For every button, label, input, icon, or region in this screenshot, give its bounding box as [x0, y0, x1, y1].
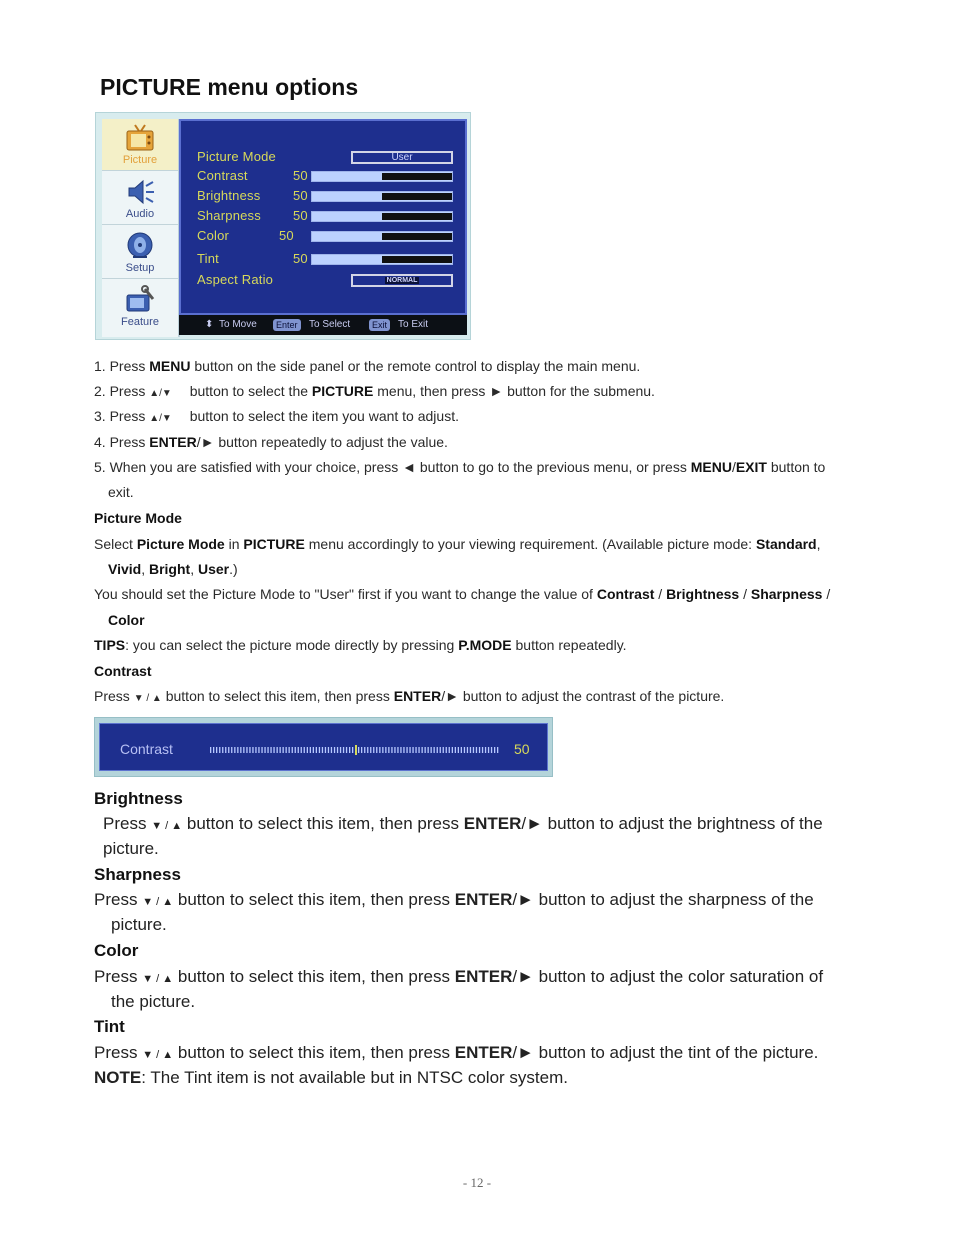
osd-sidebar-item-feature	[102, 281, 178, 333]
speaker-icon	[123, 177, 157, 207]
osd-sidebar-label: Audio	[125, 208, 155, 220]
osd-row-value: 50	[293, 168, 308, 183]
sharpness-description: Press ▼ / ▲ button to select this item, then press ENTER/► button to adjust the sharpness of the	[94, 890, 814, 909]
sharpness-description-cont: picture.	[111, 915, 167, 934]
osd-row-label: Tint	[197, 251, 219, 266]
picture-mode-heading: Picture Mode	[94, 510, 182, 526]
enter-key-icon: Enter	[273, 319, 301, 331]
osd-footer-hints	[179, 315, 467, 335]
brightness-description: Press ▼ / ▲ button to select this item, then press ENTER/► button to adjust the brightness of the	[103, 814, 823, 833]
contrast-slider-screenshot	[94, 717, 553, 777]
down-up-arrows-icon: ▼ / ▲	[133, 693, 162, 704]
osd-row-value: 50	[293, 251, 308, 266]
step-4: 4. Press ENTER/► button repeatedly to adjust the value.	[94, 434, 448, 450]
step-1: 1. Press MENU button on the side panel or the remote control to display the main menu.	[94, 358, 641, 374]
contrast-slider-ticks	[210, 745, 500, 755]
osd-sidebar-item-picture	[102, 119, 178, 171]
osd-row-brightness	[197, 188, 308, 203]
tips-line: TIPS: you can select the picture mode directly by pressing P.MODE button repeatedly.	[94, 637, 627, 653]
contrast-heading: Contrast	[94, 663, 152, 679]
picture-mode-line-4: Color	[108, 612, 145, 628]
down-up-arrows-icon: ▼ / ▲	[142, 973, 174, 985]
up-down-arrow-icon: ⬍	[205, 319, 214, 330]
picture-menu-screenshot	[95, 112, 471, 340]
osd-slider-sharpness	[311, 211, 453, 222]
picture-mode-line-1: Select Picture Mode in PICTURE menu accordingly to your viewing requirement. (Available picture mode: Standard,	[94, 536, 821, 552]
osd-sidebar-item-audio	[102, 173, 178, 225]
osd-slider-contrast	[311, 171, 453, 182]
tint-description: Press ▼ / ▲ button to select this item, then press ENTER/► button to adjust the tint of the picture.	[94, 1043, 819, 1062]
osd-row-value: 50	[279, 228, 294, 243]
contrast-slider-label: Contrast	[120, 741, 173, 757]
step-5: 5. When you are satisfied with your choice, press ◄ button to go to the previous menu, or press MENU/EXIT button to	[94, 459, 826, 475]
osd-slider-color	[311, 231, 453, 242]
color-heading: Color	[94, 941, 139, 960]
down-up-arrows-icon: ▼ / ▲	[142, 896, 174, 908]
osd-row-aspect-ratio	[197, 272, 273, 287]
osd-row-label: Aspect Ratio	[197, 272, 274, 287]
osd-footer-select: To Select	[309, 319, 351, 330]
osd-row-value: 50	[293, 208, 308, 223]
osd-row-tint	[197, 251, 308, 266]
osd-row-label: Contrast	[197, 168, 248, 183]
osd-row-label: Sharpness	[197, 208, 261, 223]
contrast-slider-panel	[99, 723, 548, 771]
tint-heading: Tint	[94, 1017, 125, 1036]
picture-mode-line-3: You should set the Picture Mode to "User" first if you want to change the value of Contrast / Brightness / Sharpness /	[94, 586, 831, 602]
brightness-description-cont: picture.	[103, 839, 159, 858]
exit-key-icon: Exit	[369, 319, 390, 331]
osd-footer-exit: To Exit	[398, 319, 429, 330]
osd-aspect-ratio-box	[351, 274, 453, 287]
osd-sidebar-label: Picture	[122, 154, 158, 166]
osd-row-value: 50	[293, 188, 308, 203]
color-description-cont: the picture.	[111, 992, 196, 1011]
color-description: Press ▼ / ▲ button to select this item, then press ENTER/► button to adjust the color saturation of	[94, 967, 824, 986]
osd-sidebar	[102, 119, 180, 337]
down-up-arrows-icon: ▼ / ▲	[142, 1049, 174, 1061]
osd-row-picture-mode	[197, 149, 276, 164]
osd-sidebar-label: Setup	[125, 262, 155, 274]
osd-row-contrast	[197, 168, 308, 183]
step-5-continued: exit.	[108, 484, 134, 500]
osd-row-label: Color	[197, 228, 230, 243]
osd-footer-move: To Move	[219, 319, 257, 330]
page-title: PICTURE menu options	[100, 74, 359, 100]
osd-sidebar-label: Feature	[121, 316, 159, 328]
osd-row-label: Brightness	[197, 188, 261, 203]
osd-row-label: Picture Mode	[197, 149, 276, 164]
tv-icon	[123, 123, 157, 153]
sharpness-heading: Sharpness	[94, 865, 181, 884]
page-number: - 12 -	[462, 1175, 492, 1190]
osd-slider-tint	[311, 254, 453, 265]
osd-slider-fill	[382, 193, 452, 200]
osd-slider-fill	[382, 173, 452, 180]
down-up-arrows-icon: ▼ / ▲	[151, 820, 183, 832]
osd-slider-fill	[382, 256, 452, 263]
up-down-arrows-icon: ▲/▼	[149, 388, 172, 399]
osd-slider-fill	[382, 233, 452, 240]
contrast-description: Press ▼ / ▲ button to select this item, then press ENTER/► button to adjust the contrast of the picture.	[94, 688, 725, 704]
satellite-dish-icon	[123, 231, 157, 261]
osd-picture-panel	[179, 119, 467, 315]
osd-row-color	[197, 228, 294, 243]
osd-row-sharpness	[197, 208, 308, 223]
tv-tools-icon	[123, 285, 157, 315]
up-down-arrows-icon: ▲/▼	[149, 413, 172, 424]
picture-mode-line-2: Vivid, Bright, User.)	[108, 561, 238, 577]
osd-sidebar-item-setup	[102, 227, 178, 279]
osd-picture-mode-box: User	[351, 151, 453, 164]
contrast-slider-value: 50	[514, 741, 530, 757]
osd-slider-fill	[382, 213, 452, 220]
step-2: 2. Press ▲/▼ button to select the PICTURE menu, then press ► button for the submenu.	[94, 383, 655, 399]
osd-slider-brightness	[311, 191, 453, 202]
osd-aspect-ratio-value: NORMAL	[386, 277, 418, 284]
step-3: 3. Press ▲/▼ button to select the item you want to adjust.	[94, 408, 459, 424]
brightness-heading: Brightness	[94, 789, 183, 808]
tint-note: NOTE: The Tint item is not available but in NTSC color system.	[94, 1068, 568, 1087]
